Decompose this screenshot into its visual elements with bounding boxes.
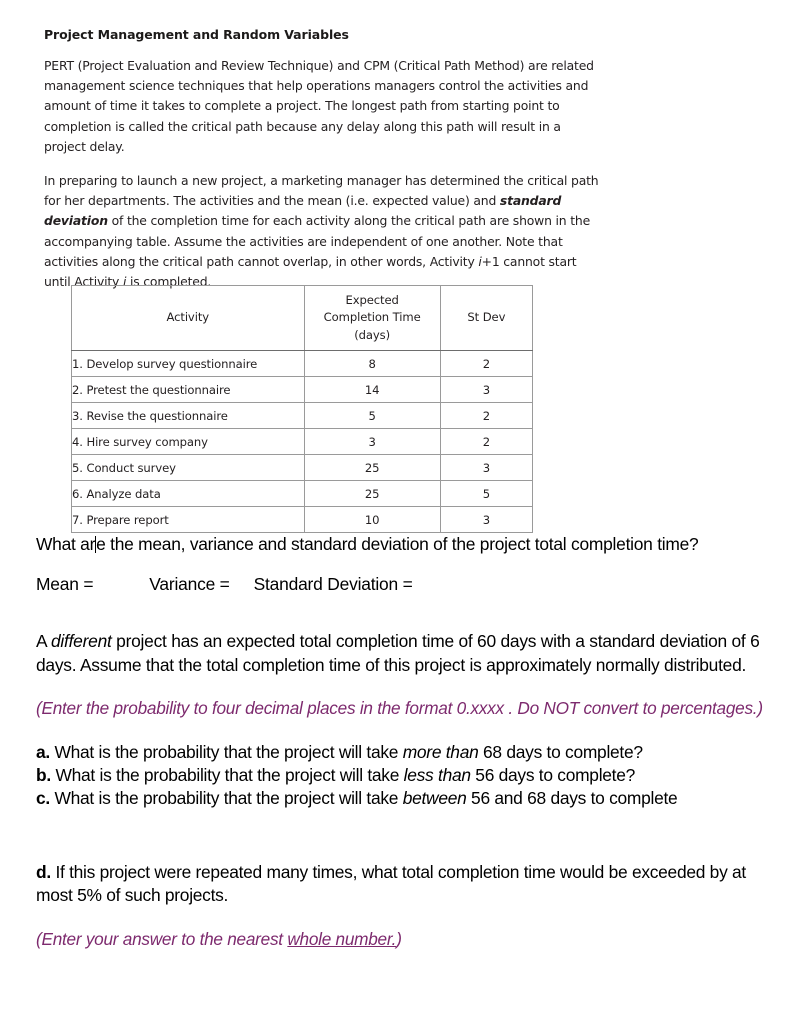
item-b-text-before: What is the probability that the project will take	[50, 764, 404, 785]
table-header-row	[72, 286, 533, 351]
spacer	[36, 845, 776, 861]
second-scenario-part-1: A	[36, 631, 51, 651]
table-row	[72, 429, 533, 455]
spacer	[36, 596, 776, 630]
cell-st-dev: 2	[440, 429, 532, 455]
column-header-expected-line-1: Expected	[345, 292, 399, 307]
cell-st-dev: 3	[440, 507, 532, 533]
item-letter-a: a.	[36, 741, 50, 762]
item-c-emphasis: between	[402, 788, 467, 809]
table-body	[72, 351, 533, 533]
item-a-emphasis: more than	[402, 741, 479, 762]
answer-slots-line	[36, 573, 776, 597]
scenario-text-part-3: +1 cannot start until Activity	[44, 253, 577, 290]
intro-paragraph-pert	[44, 56, 600, 157]
scenario-paragraph	[44, 171, 600, 292]
cell-expected-days: 3	[304, 429, 440, 455]
cell-activity: 5. Conduct survey	[72, 455, 305, 481]
intro-paragraph-text: PERT (Project Evaluation and Review Technique) and CPM (Critical Path Method) are related management science techniques that help operations managers control the activities and amount of time it takes to complete a project. The longest path from starting point to completion is called the critical path because any delay along this path will result in a project delay.	[44, 58, 594, 154]
note-whole-number	[36, 928, 776, 952]
cell-st-dev: 2	[440, 403, 532, 429]
page-title: Project Management and Random Variables	[44, 27, 349, 42]
cell-expected-days: 25	[304, 455, 440, 481]
scenario-text-part-4: is completed.	[126, 274, 212, 290]
cell-activity: 2. Pretest the questionnaire	[72, 377, 305, 403]
cell-st-dev: 3	[440, 455, 532, 481]
label-mean: Mean =	[36, 573, 94, 594]
cell-activity: 1. Develop survey questionnaire	[72, 351, 305, 377]
scenario-text-part-2: of the completion time for each activity along the critical path are shown in the accompanying table. Assume the activities are independent of one another. Note that activities along the critical path cannot overlap, in other words, Activity	[44, 213, 591, 269]
spacer	[36, 811, 776, 845]
column-header-st-dev: St Dev	[440, 286, 532, 351]
item-letter-d: d.	[36, 861, 51, 882]
spacer	[36, 557, 776, 573]
activity-table	[71, 285, 533, 533]
scenario-text-part-1: In preparing to launch a new project, a marketing manager has determined the critical path for her departments. The activities and the mean (i.e. expected value) and	[44, 173, 599, 209]
item-b-emphasis: less than	[403, 764, 471, 785]
activity-table-wrapper	[71, 285, 533, 533]
cell-expected-days: 10	[304, 507, 440, 533]
label-standard-deviation: Standard Deviation =	[253, 573, 413, 594]
cell-activity: 4. Hire survey company	[72, 429, 305, 455]
question-item-a	[36, 741, 776, 764]
problem-statement-block	[44, 27, 600, 292]
questions-block	[36, 533, 776, 951]
cell-activity: 6. Analyze data	[72, 481, 305, 507]
cell-expected-days: 8	[304, 351, 440, 377]
spacer	[36, 677, 776, 697]
item-c-text-after: 56 and 68 days to complete	[466, 788, 678, 809]
item-letter-c: c.	[36, 788, 50, 809]
table-header	[72, 286, 533, 351]
spacer	[36, 908, 776, 928]
second-scenario-paragraph	[36, 630, 776, 677]
table-row	[72, 403, 533, 429]
cell-activity: 3. Revise the questionnaire	[72, 403, 305, 429]
item-a-text-after: 68 days to complete?	[478, 741, 643, 762]
column-header-expected-line-3: (days)	[354, 327, 391, 342]
note-whole-number-part-2: )	[396, 928, 402, 949]
main-question-text-part-1: What ar	[36, 534, 96, 554]
activity-index-i-first: i	[478, 253, 482, 269]
item-b-text-after: 56 days to complete?	[470, 764, 636, 785]
different-emphasis: different	[50, 631, 112, 651]
question-item-c	[36, 787, 776, 810]
column-header-activity: Activity	[72, 286, 305, 351]
item-d-text: If this project were repeated many times, what total completion time would be exceeded by at most 5% of such projects.	[36, 861, 746, 906]
table-row	[72, 481, 533, 507]
cell-st-dev: 3	[440, 377, 532, 403]
item-c-text-before: What is the probability that the project will take	[49, 788, 403, 809]
column-header-expected-completion-time	[304, 286, 440, 351]
column-header-expected-line-2: Completion Time	[323, 310, 421, 325]
item-a-text-before: What is the probability that the project will take	[49, 741, 403, 762]
activity-index-i-second: i	[122, 274, 127, 290]
main-question-text-part-2: e the mean, variance and standard deviation of the project total completion time?	[96, 534, 699, 554]
standard-deviation-emphasis: standard deviation	[44, 193, 562, 229]
cell-expected-days: 5	[304, 403, 440, 429]
table-row	[72, 507, 533, 533]
spacer	[36, 721, 776, 741]
cell-expected-days: 14	[304, 377, 440, 403]
second-scenario-part-2: project has an expected total completion time of 60 days with a standard deviation of 6 days. Assume that the total completion time of this project is approximately normally distributed.	[36, 631, 760, 675]
cell-st-dev: 5	[440, 481, 532, 507]
cell-activity: 7. Prepare report	[72, 507, 305, 533]
cell-expected-days: 25	[304, 481, 440, 507]
item-letter-b: b.	[36, 764, 51, 785]
label-variance: Variance =	[149, 573, 230, 594]
table-row	[72, 351, 533, 377]
question-item-b	[36, 764, 776, 787]
note-whole-number-underlined: whole number.	[287, 928, 397, 949]
question-item-d	[36, 861, 776, 908]
table-row	[72, 455, 533, 481]
main-question	[36, 533, 776, 557]
note-whole-number-part-1: (Enter your answer to the nearest	[36, 928, 288, 949]
note-probability-format: (Enter the probability to four decimal places in the format 0.xxxx . Do NOT convert to percentages.)	[36, 698, 763, 718]
table-row	[72, 377, 533, 403]
cell-st-dev: 2	[440, 351, 532, 377]
